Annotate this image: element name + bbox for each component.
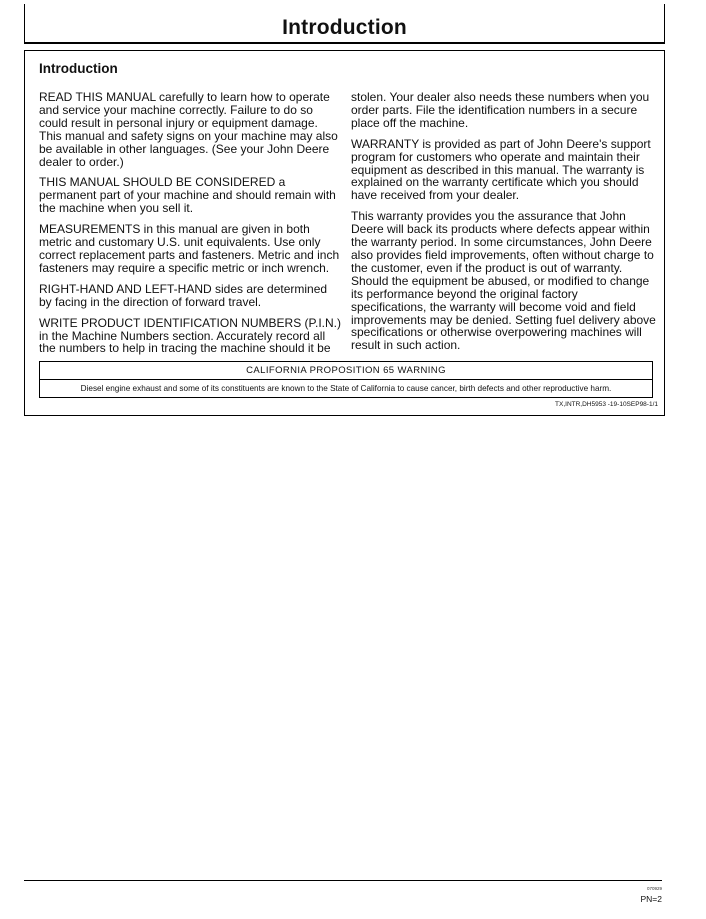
- paragraph-pin-continued: stolen. Your dealer also needs these numbers when you order parts. File the identification numbers in a secure place off the machine.: [351, 90, 650, 130]
- page-number: PN=2: [640, 894, 662, 904]
- paragraph-pin: WRITE PRODUCT IDENTIFICATION NUMBERS (P.I.N.) in the Machine Numbers section. Accurately record all the numbers to help in tracing the machine should it be: [39, 315, 342, 356]
- warning-title: CALIFORNIA PROPOSITION 65 WARNING: [40, 362, 652, 380]
- warning-text: Diesel engine exhaust and some of its constituents are known to the State of California to cause cancer, birth defects and other reproductive harm.: [80, 384, 612, 393]
- paragraph-sides: RIGHT-HAND AND LEFT-HAND sides are determined by facing in the direction of forward travel.: [39, 281, 328, 309]
- paragraph-warranty-assurance: This warranty provides you the assurance that John Deere will back its products where defects appear within the warranty period. In some circumstances, John Deere also provides field improvements, often without charge to the customer, even if the product is out of warranty. Should the equipment be abused, or modified to change its performance beyond the original factory specifications, the warranty will become void and field improvements may be denied. Setting fuel delivery above specifications or otherwise overpowering machines will result in such action.: [351, 209, 656, 353]
- prop65-warning-box: [39, 361, 653, 398]
- footer-divider: [24, 880, 662, 881]
- document-code: TX,INTR,DH5953 -19-10SEP98-1/1: [555, 401, 658, 408]
- section-heading: Introduction: [39, 61, 118, 76]
- left-column: [39, 91, 343, 363]
- paragraph-measurements: MEASUREMENTS in this manual are given in both metric and customary U.S. unit equivalents. Use only correct replacement parts and fasteners. Metric and inch fasteners may require a specific metric or inch wrench.: [39, 222, 340, 275]
- paragraph-warranty: WARRANTY is provided as part of John Deere's support program for customers who operate and maintain their equipment as described in this manual. The warranty is explained on the warranty certificate which you should have received from your dealer.: [351, 136, 651, 203]
- right-column: [351, 91, 656, 360]
- page-header: [24, 4, 665, 44]
- paragraph-read-manual: READ THIS MANUAL carefully to learn how to operate and service your machine correctly. Failure to do so could result in personal injury or equipment damage. This manual and safety signs on your machine may also be available in other languages. (See your John Deere dealer to order.): [39, 90, 338, 169]
- introduction-section: [24, 50, 665, 416]
- footer-small-code: 070929: [646, 886, 662, 891]
- paragraph-permanent-part: THIS MANUAL SHOULD BE CONSIDERED a permanent part of your machine and should remain with the machine when you sell it.: [39, 175, 336, 216]
- page-title: Introduction: [282, 16, 407, 39]
